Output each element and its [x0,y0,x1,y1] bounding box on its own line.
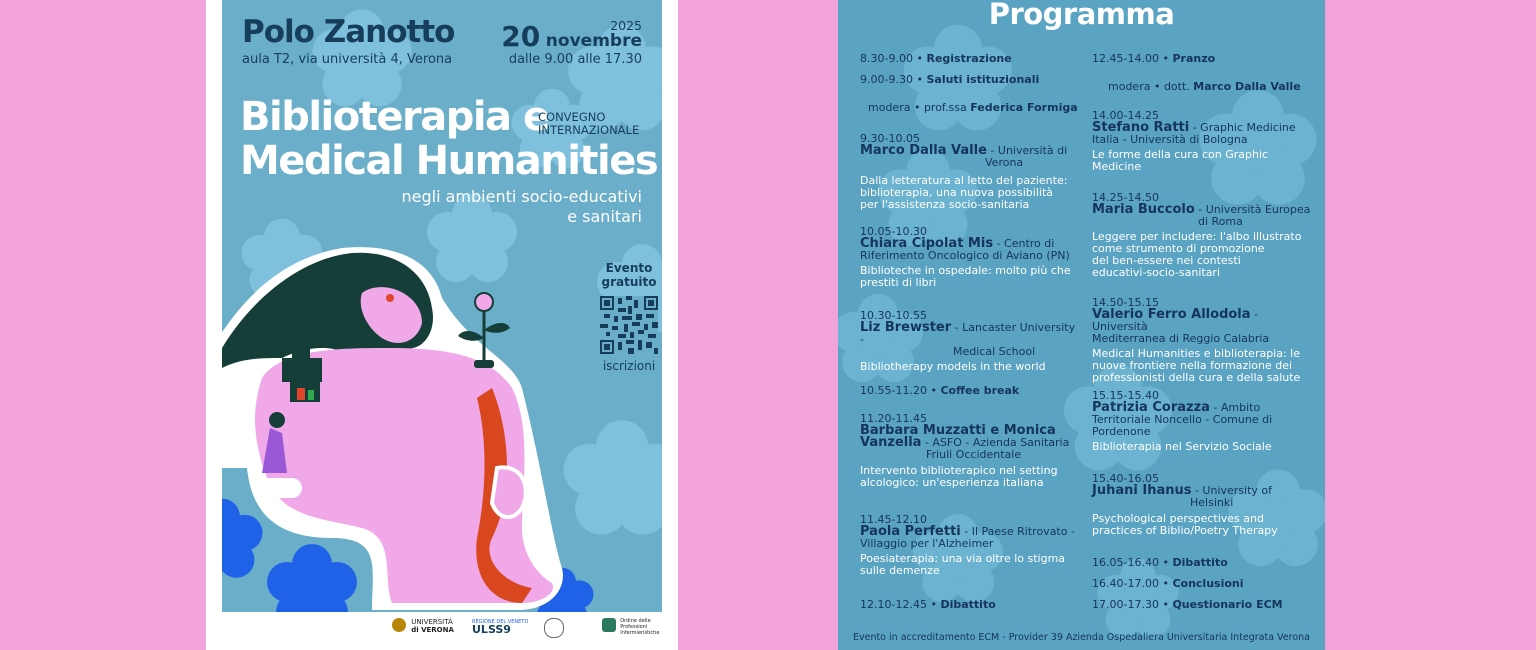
talk-title-1: Leggere per includere: l'albo illustrato [1092,230,1302,243]
talk-title-1: Psychological perspectives and [1092,512,1264,525]
session-item [860,226,1071,289]
speaker-name: Paola Perfetti [860,524,961,539]
item-time: 14.00-14.25 [1092,109,1159,122]
ordine-icon [602,618,616,632]
talk-title-2: biblioterapia, una nuova possibilità [860,186,1054,199]
free-line-2: gratuito [601,275,657,289]
speaker-affiliation-2: Medical School [953,345,1036,358]
program-title: Programma [988,0,1175,31]
partner-seal-logo [544,618,564,648]
session-item [860,514,1075,577]
ulss-top: REGIONE DEL VENETO [472,619,529,625]
program-item: 10.55-11.20 • Coffee break [860,384,1020,397]
subtitle-line-1: negli ambienti socio-educativi [401,187,642,206]
speaker-affiliation: - Università Europea [1198,203,1311,216]
partner-logos [222,612,662,650]
item-label: Coffee break [940,384,1020,397]
speaker-affiliation: - ASFO - Azienda Sanitaria [924,436,1070,449]
speaker-name: Valerio Ferro Allodola [1092,307,1251,322]
speaker-name: Patrizia Corazza [1092,400,1210,415]
venue-address: aula T2, via università 4, Verona [242,52,453,67]
item-time: 15.15-15.40 [1092,389,1159,402]
program-panel [838,0,1325,650]
item-time: 11.20-11.45 [860,412,927,425]
talk-title-3: professionisti della cura e della salute [1092,371,1301,384]
item-time: 10.55-11.20 [860,384,927,397]
moderator-prefix: modera • dott. [1108,80,1190,93]
program-item: 16.40-17.00 • Conclusioni [1092,577,1244,590]
item-time: 15.40-16.05 [1092,472,1159,485]
speaker-affiliation: - Università [1092,308,1259,333]
talk-title-1: Medical Humanities e biblioterapia: le [1092,347,1301,360]
program-item: 17.00-17.30 • Questionario ECM [1092,598,1283,611]
item-time: 9.30-10.05 [860,132,920,145]
item-time: 8.30-9.00 [860,52,913,65]
speaker-affiliation-2: Helsinki [1190,496,1234,509]
poster-frame [206,0,678,650]
item-time: 10.05-10.30 [860,225,927,238]
moderator-name: Federica Formiga [970,101,1078,114]
woman-reading-illustration [222,238,662,612]
item-label: Pranzo [1172,52,1216,65]
talk-title-1: Biblioteche in ospedale: molto più che [860,264,1071,277]
convegno-line-2: INTERNAZIONALE [538,123,640,137]
talk-title-2: sulle demenze [860,564,940,577]
speaker-name: Stefano Ratti [1092,120,1190,135]
speaker-affiliation-2: Italia - Università di Bologna [1092,133,1248,146]
moderator-name: Marco Dalla Valle [1193,80,1301,93]
speaker-affiliation: - Lancaster University - [860,321,1076,346]
univr-seal-icon [392,618,406,632]
poster [222,0,662,612]
item-label: Dibattito [1172,556,1228,569]
moderator-line [868,102,1078,114]
ecm-accreditation-note: Evento in accreditamento ECM - Provider 39 Azienda Ospedaliera Universitaria Integrata Verona [852,632,1311,643]
talk-title-3: per l'assistenza socio-sanitaria [860,198,1030,211]
subtitle [402,187,643,227]
speaker-name-2: Vanzella [860,435,922,450]
speaker-name: Marco Dalla Valle [860,143,987,158]
talk-title-2: nuove frontiere nella formazione dei [1092,359,1293,372]
item-time: 14.50-15.15 [1092,296,1159,309]
item-label: Saluti istituzionali [926,73,1040,86]
talk-title-1: Bibliotherapy models in the world [860,360,1046,373]
item-label: Registrazione [926,52,1012,65]
speaker-affiliation-2: Territoriale Noncello - Comune di [1092,413,1273,426]
event-year: 2025 [610,18,642,33]
program-item: 16.05-16.40 • Dibattito [1092,556,1228,569]
speaker-name: Chiara Cipolat Mis [860,236,994,251]
ordine-line-3: Infermieristiche [620,630,660,636]
program-item: 12.10-12.45 • Dibattito [860,598,996,611]
speaker-affiliation: - Il Paese Ritrovato - [964,525,1075,538]
speaker-affiliation-2: Villaggio per l'Alzheimer [860,537,994,550]
speaker-affiliation-2: Friuli Occidentale [926,448,1022,461]
speaker-affiliation: - Ambito [1213,401,1261,414]
speaker-name: Barbara Muzzatti e Monica [860,423,1056,438]
moderator-prefix: modera • prof.ssa [868,101,967,114]
univr-logo [392,618,454,648]
item-time: 16.05-16.40 [1092,556,1159,569]
item-label: Conclusioni [1172,577,1244,590]
event-date-month: novembre [545,31,642,51]
item-label: Dibattito [940,598,996,611]
convegno-line-1: CONVEGNO [538,110,606,124]
item-time: 14.25-14.50 [1092,191,1159,204]
registrations-label: iscrizioni [602,359,656,373]
session-item [860,413,1069,489]
ordine-line-2: Professioni [620,624,648,630]
ulss-name: ULSS9 [472,623,511,636]
univr-line-2: di VERONA [411,626,454,634]
free-line-1: Evento [605,261,653,275]
program-item: 12.45-14.00 • Pranzo [1092,52,1216,65]
ulss9-logo [472,618,528,648]
session-item [1092,297,1312,384]
item-time: 9.00-9.30 [860,73,913,86]
speaker-affiliation: - Graphic Medicine [1192,121,1296,134]
session-item [1092,110,1296,173]
event-hours: dalle 9.00 alle 17.30 [508,52,642,67]
talk-title-2: come strumento di promozione [1092,242,1265,255]
talk-title-1: Biblioterapia nel Servizio Sociale [1092,440,1272,453]
speaker-affiliation: - Centro di [996,237,1055,250]
event-date [501,20,642,53]
speaker-name: Maria Buccolo [1092,202,1195,217]
session-item [860,310,1080,373]
item-time: 17.00-17.30 [1092,598,1159,611]
speaker-affiliation-2: Mediterranea di Reggio Calabria [1092,332,1270,345]
talk-title-2: practices of Biblio/Poetry Therapy [1092,524,1278,537]
talk-title-1: Le forme della cura con Graphic [1092,148,1269,161]
moderator-line [1108,81,1301,93]
talk-title-3: del ben-essere nei contesti [1092,254,1241,267]
venue-title: Polo Zanotto [242,14,455,50]
talk-title-1: Intervento biblioterapico nel setting [860,464,1058,477]
talk-title-2: alcologico: un'esperienza italiana [860,476,1044,489]
title-line-2: Medical Humanities [240,138,658,184]
convegno-label [538,111,658,137]
item-time: 10.30-10.55 [860,309,927,322]
partner-seal-icon [544,618,564,638]
session-item [1092,390,1272,453]
session-item [1092,192,1310,279]
talk-title-1: Dalla letteratura al letto del paziente: [860,174,1068,187]
talk-title-2: Medicine [1092,160,1142,173]
item-time: 12.45-14.00 [1092,52,1159,65]
program-item: 8.30-9.00 • Registrazione [860,52,1012,65]
session-item [1092,473,1278,537]
speaker-affiliation-3: Pordenone [1092,425,1151,438]
ordine-logo [602,618,659,648]
item-time: 12.10-12.45 [860,598,927,611]
speaker-affiliation-2: di Roma [1198,215,1243,228]
speaker-affiliation-2: Verona [985,156,1024,169]
item-label: Questionario ECM [1172,598,1283,611]
speaker-affiliation: - University of [1194,484,1273,497]
item-time: 16.40-17.00 [1092,577,1159,590]
talk-title-2: prestiti di libri [860,276,937,289]
speaker-name: Juhani Ihanus [1092,483,1192,498]
speaker-affiliation: - Università di [990,144,1068,157]
event-date-day: 20 [501,20,541,53]
speaker-name: Liz Brewster [860,320,952,335]
talk-title-4: educativi-socio-sanitari [1092,266,1221,279]
ordine-line-1: Ordine delle [620,618,651,624]
title-line-1: Biblioterapia e [240,94,549,140]
univr-line-1: UNIVERSITÀ [411,618,453,626]
speaker-affiliation-2: Riferimento Oncologico di Aviano (PN) [860,249,1070,262]
session-item [860,133,1067,211]
item-time: 11.45-12.10 [860,513,927,526]
program-item: 9.00-9.30 • Saluti istituzionali [860,73,1040,86]
talk-title-1: Poesiaterapia: una via oltre lo stigma [860,552,1066,565]
subtitle-line-2: e sanitari [567,207,642,226]
